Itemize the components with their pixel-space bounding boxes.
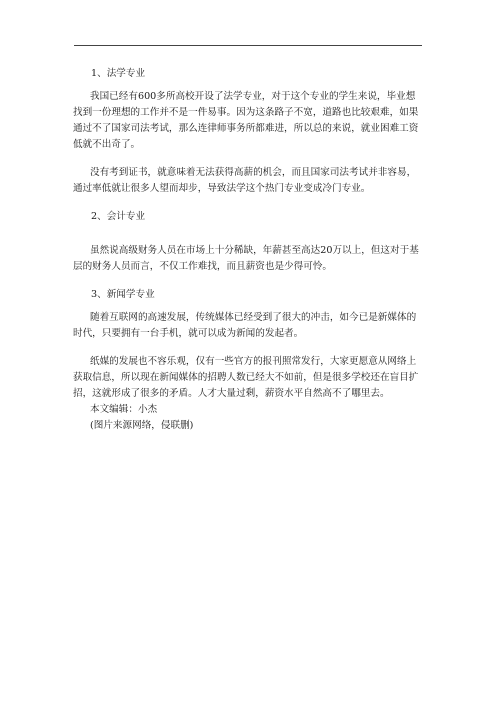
paragraph-journalism-1: 随着互联网的高速发展，传统媒体已经受到了很大的冲击，如今已是新媒体的时代，只要拥有一台手机，就可以成为新闻的发起者。 (73, 312, 417, 339)
image-source-note: (图片来源网络，侵联删) (90, 420, 194, 431)
paragraph-accounting-1: 虽然说高级财务人员在市场上十分稀缺，年薪甚至高达20万以上，但这对于基层的财务人员而言，不仅工作难找，而且薪资也是少得可怜。 (73, 245, 419, 272)
paragraph-law-2: 没有考到证书，就意味着无法获得高薪的机会，而且国家司法考试并非容易，通过率低就让很多人望而却步，导致法学这个热门专业变成冷门专业。 (73, 167, 417, 194)
editor-credit: 本文编辑：小杰 (90, 404, 158, 415)
header-rule (74, 45, 422, 46)
section-heading-law: 1、法学专业 (91, 68, 146, 79)
paragraph-law-1: 我国已经有600多所高校开设了法学专业，对于这个专业的学生来说，毕业想找到一份理想的工作并不是一件易事。因为这条路子不宽，道路也比较艰难，如果通过不了国家司法考试，那么连律师事务所都难进，所以总的来说，就业困难工资低就不出奇了。 (73, 91, 419, 150)
article-body (73, 66, 424, 434)
paragraph-journalism-2: 纸媒的发展也不容乐观，仅有一些官方的报刊照常发行，大家更愿意从网络上获取信息，所以现在新闻媒体的招聘人数已经大不如前，但是很多学校还在盲目扩招，这就形成了很多的矛盾。人才大量过剩，薪资水平自然高不了哪里去。 (73, 356, 419, 399)
section-heading-accounting: 2、会计专业 (91, 211, 146, 222)
section-heading-journalism: 3、新闻学专业 (91, 289, 155, 300)
